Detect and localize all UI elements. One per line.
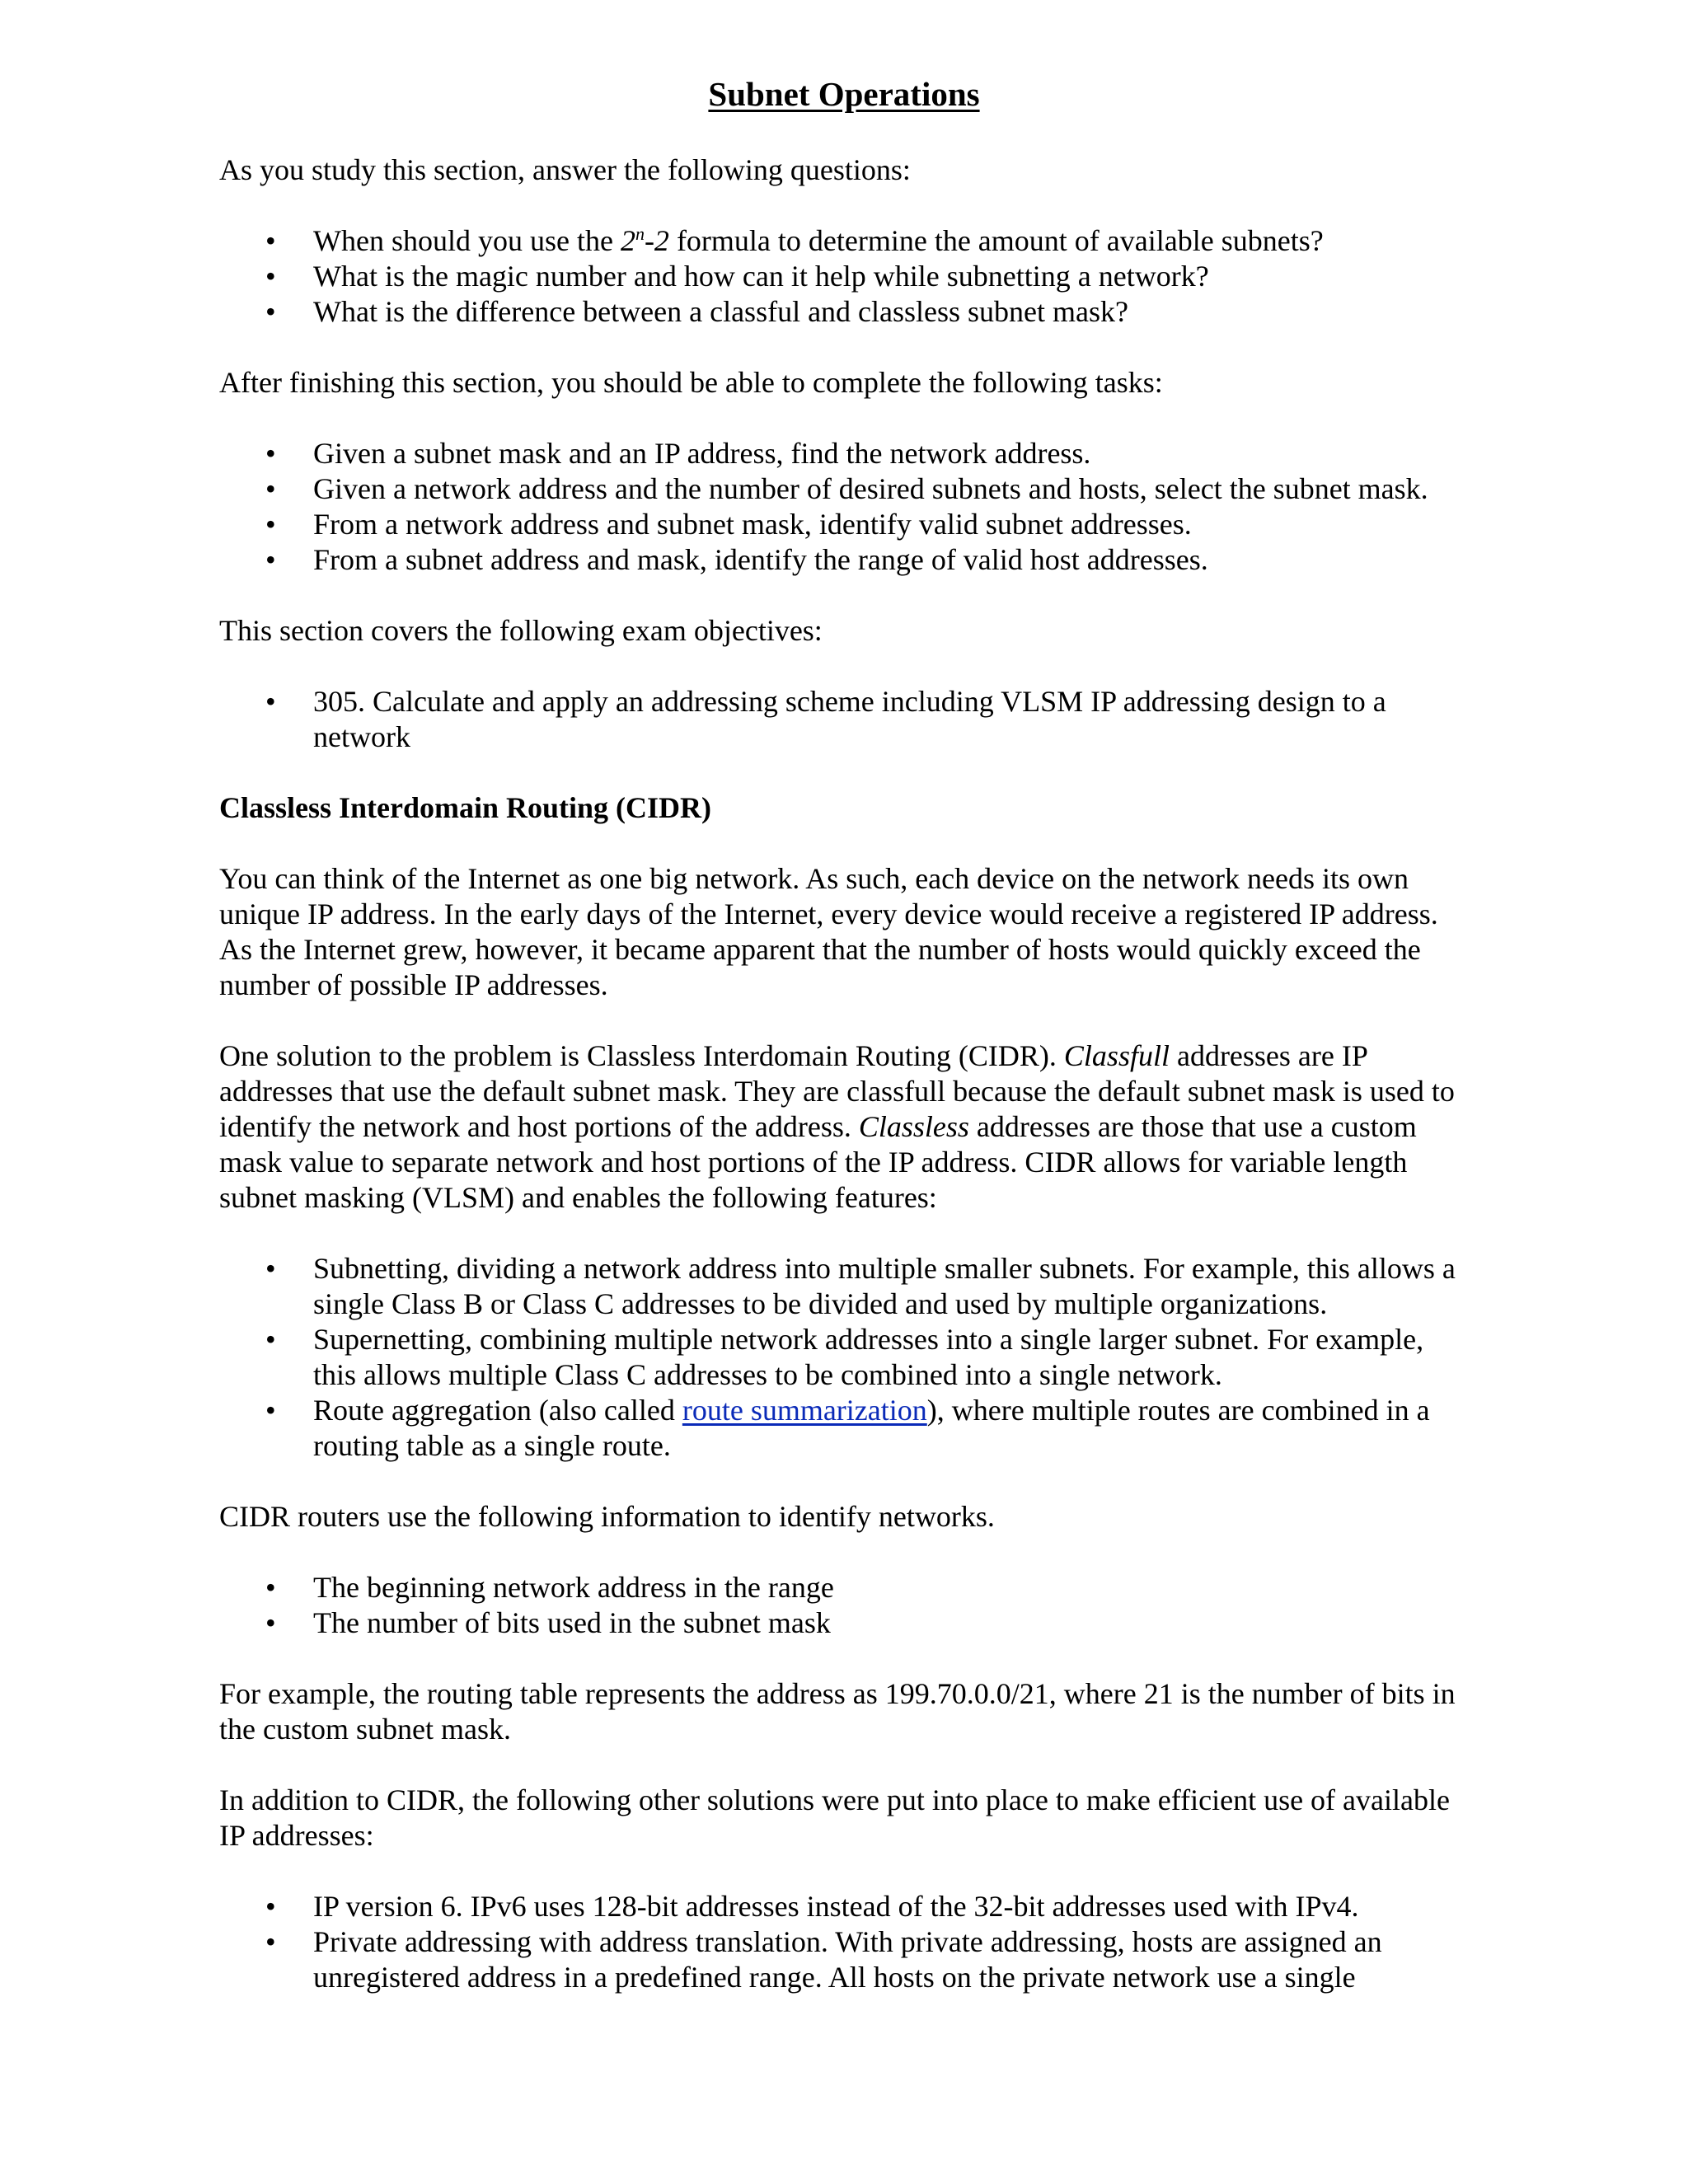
question-2: What is the magic number and how can it help while subnetting a network? bbox=[313, 260, 1209, 293]
intro-objectives: This section covers the following exam objectives: bbox=[219, 614, 823, 647]
route-summarization-link[interactable]: route summarization bbox=[682, 1394, 927, 1427]
bullet-icon: • bbox=[265, 1890, 276, 1923]
list-item bbox=[219, 223, 1469, 259]
router-info-text: The beginning network address in the range bbox=[313, 1571, 834, 1604]
bullet-icon: • bbox=[265, 260, 276, 293]
cidr-routers-intro: CIDR routers use the following information to identify networks. bbox=[219, 1500, 995, 1533]
page-content bbox=[219, 74, 1469, 1995]
router-info-list bbox=[219, 1570, 1469, 1641]
features-list bbox=[219, 1251, 1469, 1464]
bullet-icon: • bbox=[265, 1394, 276, 1427]
list-item bbox=[219, 1322, 1469, 1393]
list-item bbox=[219, 1605, 1469, 1641]
classfull-term: Classfull bbox=[1063, 1039, 1170, 1072]
router-info-text: The number of bits used in the subnet mask bbox=[313, 1606, 831, 1639]
formula-exponent: n bbox=[635, 223, 645, 244]
intro-tasks: After finishing this section, you should be able to complete the following tasks: bbox=[219, 366, 1163, 399]
feature-aggregation-suffix: ), where multiple routes are combined in a routing table as a single route. bbox=[313, 1394, 1430, 1462]
cidr-paragraph-2: One solution to the problem is Classless Interdomain Routing (CIDR). Classfull addresses are IP addresses that use the default subnet mask. They are classfull because the default subnet mask is used to identify the network and host portions of the address. Classless addresses are those that use a custom mask value to separate network and host portions of the IP address. CIDR allows for variable length subnet masking (VLSM) and enables the following features: bbox=[219, 1039, 1455, 1214]
other-solutions-intro: In addition to CIDR, the following other solutions were put into place to make efficient use of available IP addresses: bbox=[219, 1783, 1450, 1852]
solution-text: Private addressing with address translation. With private addressing, hosts are assigned an unregistered address in a predefined range. All hosts on the private network use a single bbox=[313, 1925, 1382, 1994]
feature-subnetting: Subnetting, dividing a network address into multiple smaller subnets. For example, this allows a single Class B or Class C addresses to be divided and used by multiple organizations. bbox=[313, 1252, 1456, 1320]
page-title: Subnet Operations bbox=[708, 75, 980, 113]
formula-base: 2 bbox=[620, 224, 635, 257]
bullet-icon: • bbox=[265, 224, 276, 257]
intro-questions: As you study this section, answer the following questions: bbox=[219, 153, 911, 186]
bullet-icon: • bbox=[265, 543, 276, 576]
cidr-heading: Classless Interdomain Routing (CIDR) bbox=[219, 791, 712, 824]
list-item bbox=[219, 294, 1469, 330]
objective-text: 305. Calculate and apply an addressing scheme including VLSM IP addressing design to a network bbox=[313, 685, 1386, 753]
questions-list bbox=[219, 223, 1469, 330]
question-3: What is the difference between a classful and classless subnet mask? bbox=[313, 295, 1128, 328]
classless-term: Classless bbox=[858, 1110, 969, 1143]
example-paragraph: For example, the routing table represents the address as 199.70.0.0/21, where 21 is the number of bits in the custom subnet mask. bbox=[219, 1677, 1456, 1746]
bullet-icon: • bbox=[265, 472, 276, 505]
list-item bbox=[219, 1889, 1469, 1924]
objectives-list bbox=[219, 684, 1469, 755]
bullet-icon: • bbox=[265, 1925, 276, 1958]
bullet-icon: • bbox=[265, 295, 276, 328]
bullet-icon: • bbox=[265, 685, 276, 718]
feature-aggregation-prefix: Route aggregation (also called bbox=[313, 1394, 682, 1427]
formula-tail: -2 bbox=[644, 224, 669, 257]
bullet-icon: • bbox=[265, 1606, 276, 1639]
question-1-prefix: When should you use the bbox=[313, 224, 621, 257]
other-solutions-list bbox=[219, 1889, 1469, 1995]
list-item bbox=[219, 1251, 1469, 1322]
question-1-suffix: formula to determine the amount of available subnets? bbox=[668, 224, 1324, 257]
list-item bbox=[219, 259, 1469, 294]
list-item bbox=[219, 471, 1469, 507]
list-item bbox=[219, 436, 1469, 471]
task-text: From a subnet address and mask, identify the range of valid host addresses. bbox=[313, 543, 1208, 576]
bullet-icon: • bbox=[265, 1571, 276, 1604]
task-text: From a network address and subnet mask, identify valid subnet addresses. bbox=[313, 508, 1192, 541]
cidr-paragraph-1: You can think of the Internet as one big network. As such, each device on the network needs its own unique IP address. In the early days of the Internet, every device would receive a registered IP address. As the Internet grew, however, it became apparent that the number of hosts would quickly exceed the number of possible IP addresses. bbox=[219, 862, 1438, 1001]
tasks-list bbox=[219, 436, 1469, 578]
bullet-icon: • bbox=[265, 437, 276, 470]
list-item bbox=[219, 1393, 1469, 1464]
list-item bbox=[219, 1570, 1469, 1605]
task-text: Given a network address and the number of desired subnets and hosts, select the subnet mask. bbox=[313, 472, 1428, 505]
solution-text: IP version 6. IPv6 uses 128-bit addresses instead of the 32-bit addresses used with IPv4. bbox=[313, 1890, 1359, 1923]
list-item bbox=[219, 1924, 1469, 1995]
bullet-icon: • bbox=[265, 1323, 276, 1356]
list-item bbox=[219, 684, 1469, 755]
task-text: Given a subnet mask and an IP address, find the network address. bbox=[313, 437, 1091, 470]
bullet-icon: • bbox=[265, 1252, 276, 1285]
feature-supernetting: Supernetting, combining multiple network addresses into a single larger subnet. For example, this allows multiple Class C addresses to be combined into a single network. bbox=[313, 1323, 1424, 1391]
bullet-icon: • bbox=[265, 508, 276, 541]
list-item bbox=[219, 542, 1469, 578]
list-item bbox=[219, 507, 1469, 542]
